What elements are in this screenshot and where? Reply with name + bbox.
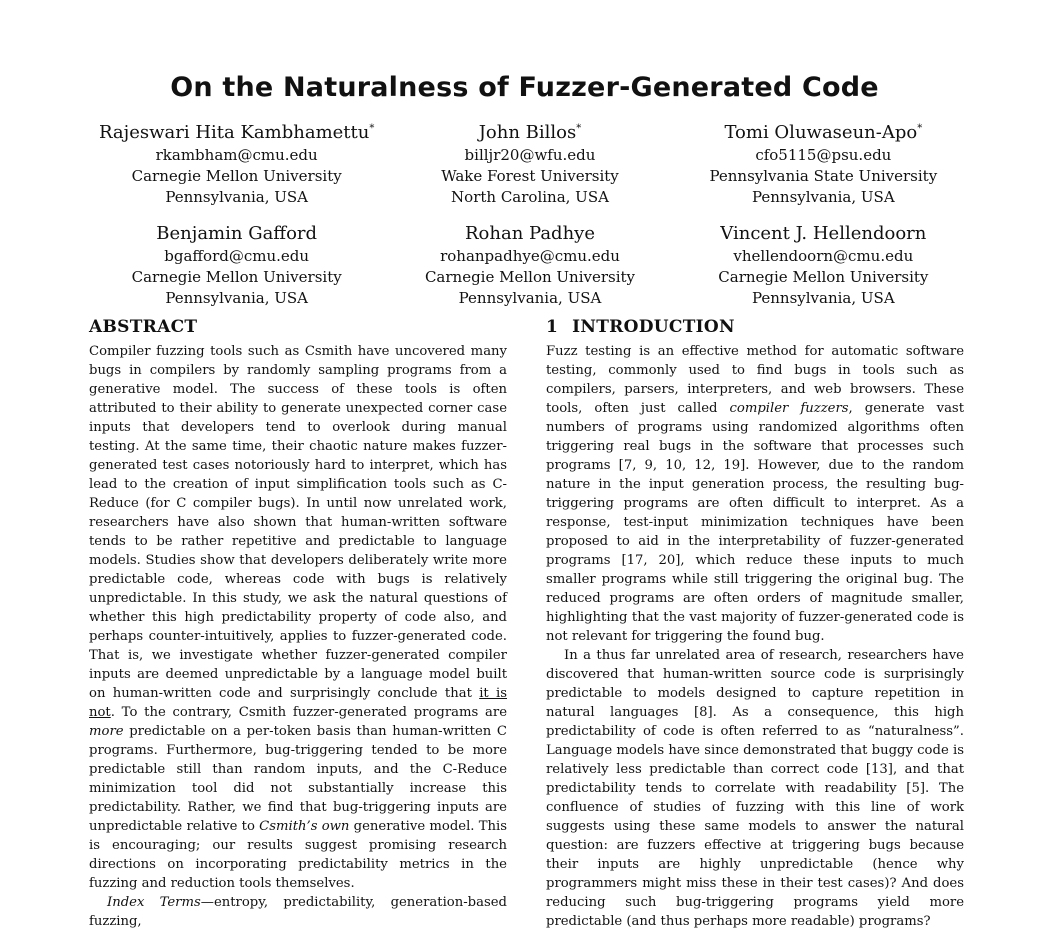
author-email: cfo5115@psu.edu <box>755 146 892 164</box>
author-block <box>90 117 970 309</box>
author-location: Pennsylvania, USA <box>165 289 309 307</box>
author-name: Rajeswari Hita Kambhamettu* <box>98 122 375 143</box>
introduction-column <box>546 316 964 931</box>
author-location: Pennsylvania, USA <box>751 289 895 307</box>
emphasis: Csmith’s own <box>259 819 350 834</box>
author-name: Vincent J. Hellendoorn <box>720 223 927 244</box>
index-terms-label: Index Terms <box>107 895 201 910</box>
abstract-heading: ABSTRACT <box>89 317 198 337</box>
author-name: Tomi Oluwaseun-Apo* <box>724 122 923 143</box>
author-affiliation: Carnegie Mellon University <box>131 268 342 286</box>
author-entry <box>383 117 676 208</box>
underlined-phrase: it is not <box>89 686 507 720</box>
author-email: rkambham@cmu.edu <box>155 146 318 164</box>
author-location: Pennsylvania, USA <box>751 188 895 206</box>
author-entry <box>677 117 970 208</box>
author-location: North Carolina, USA <box>451 188 609 206</box>
author-footnote-mark: * <box>369 123 375 134</box>
author-entry <box>677 218 970 309</box>
author-email: rohanpadhye@cmu.edu <box>440 247 620 265</box>
author-name: Benjamin Gafford <box>156 223 318 244</box>
author-entry <box>383 218 676 309</box>
paper-title: On the Naturalness of Fuzzer-Generated Code <box>170 72 879 103</box>
author-entry <box>90 218 383 309</box>
author-affiliation: Carnegie Mellon University <box>718 268 929 286</box>
emphasis: more <box>89 724 124 739</box>
index-terms: Index Terms—entropy, predictability, generation-based fuzzing, <box>89 895 507 929</box>
author-location: Pennsylvania, USA <box>458 289 602 307</box>
author-name: Rohan Padhye <box>464 223 595 244</box>
author-footnote-mark: * <box>917 123 923 134</box>
section-number: 1 <box>546 317 559 337</box>
author-email: vhellendoorn@cmu.edu <box>733 247 914 265</box>
author-affiliation: Carnegie Mellon University <box>131 167 342 185</box>
author-email: billjr20@wfu.edu <box>464 146 596 164</box>
intro-paragraph: In a thus far unrelated area of research, researchers have discovered that human-written source code is surprisingly predictable to models designed to capture repetition in natural languages [8]. As a consequence, this high predictability of code is often referred to as “naturalness”. Language models have since demonstrated that buggy code is relatively less predictable than correct code [13], and that predictability tends to correlate with readability [5]. The confluence of studies of fuzzing with this line of work suggests using these same models to answer the natural question: are fuzzers effective at triggering bugs because their inputs are highly unpredictable (hence why programmers might miss these in their test cases)? And does reducing such bug-triggering programs yield more predictable (and thus perhaps more readable) programs? <box>546 648 964 929</box>
abstract-column <box>89 316 507 931</box>
abstract-paragraph: Compiler fuzzing tools such as Csmith have uncovered many bugs in compilers by randomly sampling programs from a generative model. The success of these tools is often attributed to their ability to generate unexpected corner case inputs that developers tend to overlook during manual testing. At the same time, their chaotic nature makes fuzzer-generated test cases notoriously hard to interpret, which has lead to the creation of input simplification tools such as C-Reduce (for C compiler bugs). In until now unrelated work, researchers have also shown that human-written software tends to be rather repetitive and predictable to language models. Studies show that developers deliberately write more predictable code, whereas code with bugs is relatively unpredictable. In this study, we ask the natural questions of whether this high predictability property of code also, and perhaps counter-intuitively, applies to fuzzer-generated code. That is, we investigate whether fuzzer-generated compiler inputs are deemed unpredictable by a language model built on human-written code and surprisingly conclude that it is not. To the contrary, Csmith fuzzer-generated programs are more predictable on a per-token basis than human-written C programs. Furthermore, bug-triggering tended to be more predictable still than random inputs, and the C-Reduce minimization tool did not substantially increase this predictability. Rather, we find that bug-triggering inputs are unpredictable relative to Csmith’s own generative model. This is encouraging; our results suggest promising research directions on incorporating predictability metrics in the fuzzing and reduction tools themselves. <box>89 344 507 891</box>
emphasis: compiler fuzzers <box>729 401 849 416</box>
author-name: John Billos* <box>478 122 582 143</box>
section-heading: 1 INTRODUCTION <box>546 317 735 337</box>
author-location: Pennsylvania, USA <box>165 188 309 206</box>
author-footnote-mark: * <box>576 123 582 134</box>
intro-paragraph: Fuzz testing is an effective method for automatic software testing, commonly used to find bugs in tools such as compilers, parsers, interpreters, and web browsers. These tools, often just called compiler fuzzers, generate vast numbers of programs using randomized algorithms often triggering real bugs in the software that processes such programs [7, 9, 10, 12, 19]. However, due to the random nature in the input generation process, the resulting bug-triggering programs are often difficult to interpret. As a response, test-input minimization techniques have been proposed to aid in the interpretability of fuzzer-generated programs [17, 20], which reduce these inputs to much smaller programs while still triggering the original bug. The reduced programs are often orders of magnitude smaller, highlighting that the vast majority of fuzzer-generated code is not relevant for triggering the found bug. <box>546 344 964 644</box>
author-entry <box>90 117 383 208</box>
author-affiliation: Pennsylvania State University <box>709 167 938 185</box>
author-affiliation: Carnegie Mellon University <box>424 268 636 286</box>
author-email: bgafford@cmu.edu <box>164 247 310 265</box>
author-affiliation: Wake Forest University <box>441 167 619 185</box>
